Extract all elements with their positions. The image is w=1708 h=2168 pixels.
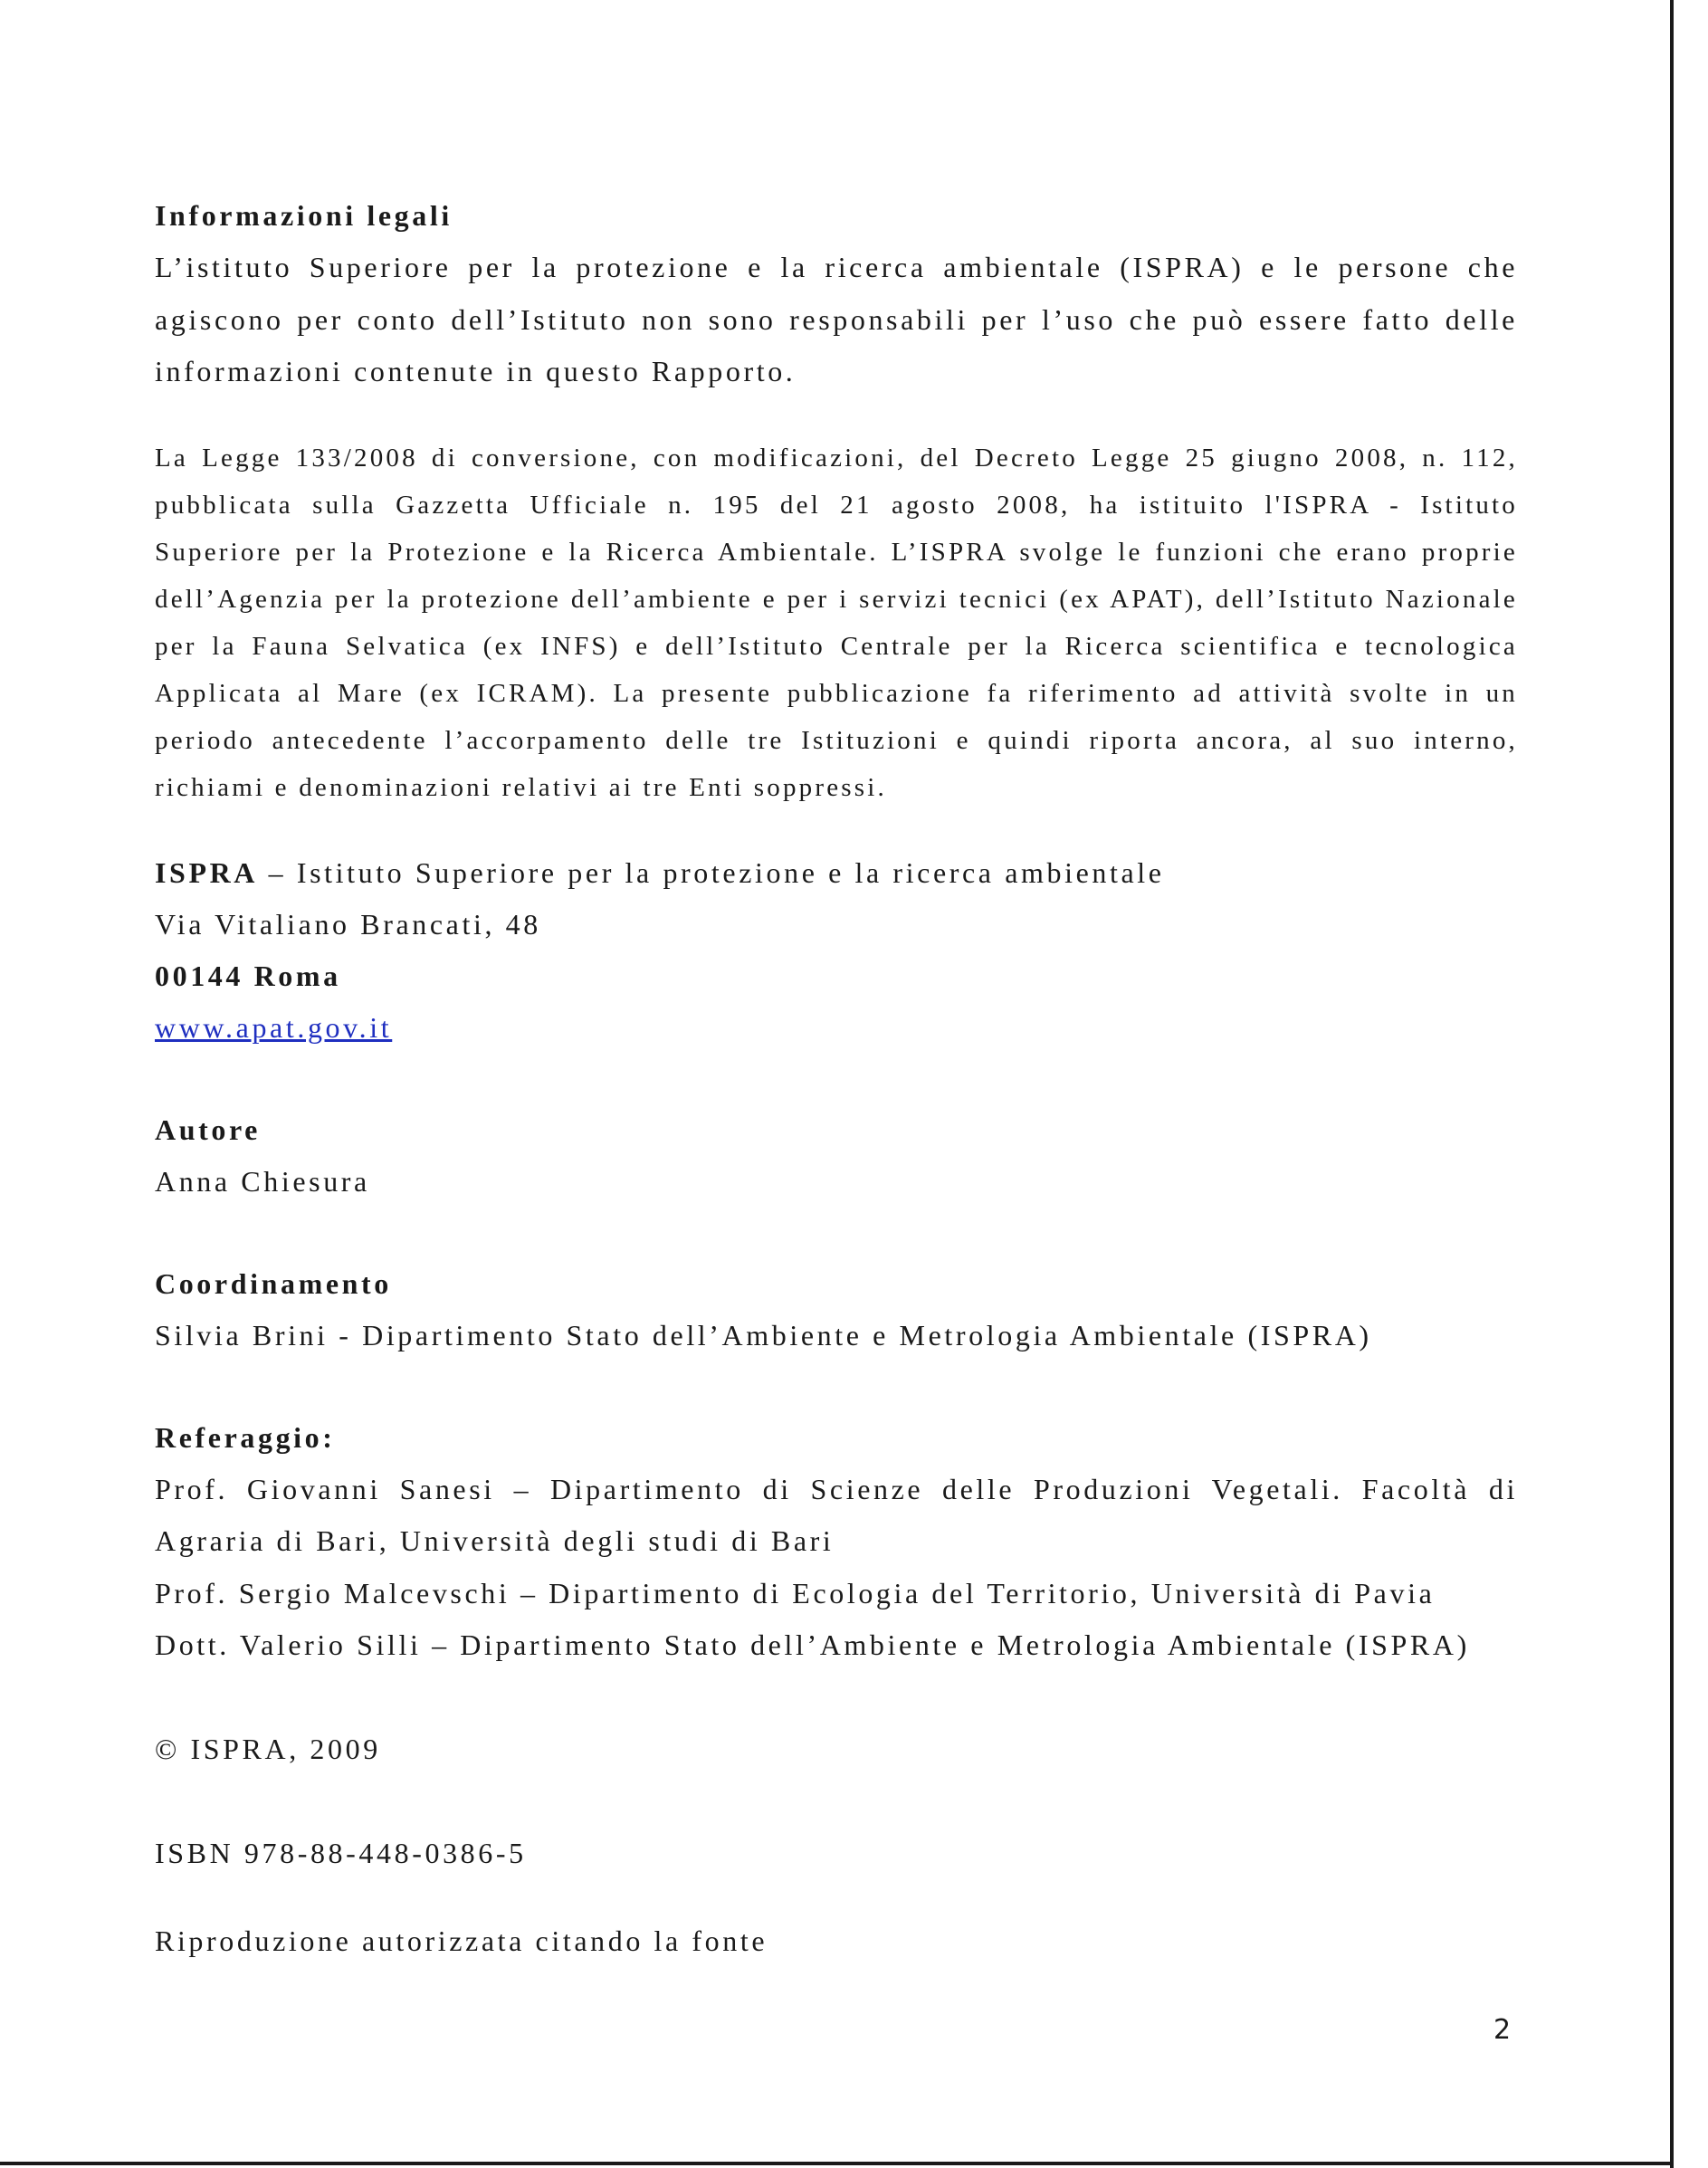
author-block [155, 1104, 1518, 1208]
coordination-text: Silvia Brini - Dipartimento Stato dell’Ambiente e Metrologia Ambientale (ISPRA) [155, 1318, 1372, 1351]
author-name: Anna Chiesura [155, 1164, 370, 1198]
law-note-paragraph: La Legge 133/2008 di conversione, con modificazioni, del Decreto Legge 25 giugno 2008, n. 112, pubblicata sulla Gazzetta Ufficiale n. 195 del 21 agosto 2008, ha istituito l'ISPRA - Istituto Superiore per la Protezione e la Ricerca Ambientale. L’ISPRA svolge le funzioni che erano proprie dell’Agenzia per la protezione dell’ambiente e per i servizi tecnici (ex APAT), dell’Istituto Nazionale per la Fauna Selvatica (ex INFS) e dell’Istituto Centrale per la Ricerca scientifica e tecnologica Applicata al Mare (ex ICRAM). La presente pubblicazione fa riferimento ad attività svolte in un periodo antecedente l’accorpamento delle tre Istituzioni e quindi riporta ancora, al suo interno, richiami e denominazioni relativi ai tre Enti soppressi. [155, 443, 1518, 802]
reproduction-note: Riproduzione autorizzata citando la fonte [155, 1924, 768, 1957]
website-line [155, 1002, 1518, 1054]
page-number: 2 [1493, 2014, 1512, 2046]
review-entry: Prof. Sergio Malcevschi – Dipartimento di Ecologia del Territorio, Università di Pavia [155, 1576, 1436, 1609]
document-body [155, 190, 1518, 1967]
review-entry: Prof. Giovanni Sanesi – Dipartimento di Scienze delle Produzioni Vegetali. Facoltà di Agraria di Bari, Università degli studi di Bari [155, 1472, 1518, 1557]
legal-heading: Informazioni legali [155, 199, 453, 232]
review-block [155, 1412, 1518, 1671]
address-block [155, 847, 1518, 1054]
street-address: Via Vitaliano Brancati, 48 [155, 907, 541, 941]
org-short: ISPRA [155, 855, 259, 889]
legal-paragraph: L’istituto Superiore per la protezione e la ricerca ambientale (ISPRA) e le persone che agiscono per conto dell’Istituto non sono responsabili per l’uso che può essere fatto delle informazioni contenute in questo Rapporto. [155, 251, 1518, 387]
copyright: © ISPRA, 2009 [155, 1732, 381, 1765]
review-heading: Referaggio: [155, 1420, 336, 1454]
isbn: ISBN 978-88-448-0386-5 [155, 1836, 527, 1869]
coordination-heading: Coordinamento [155, 1266, 392, 1300]
author-heading: Autore [155, 1113, 261, 1146]
page-border-bottom [0, 2162, 1674, 2165]
org-long: – Istituto Superiore per la protezione e la ricerca ambientale [258, 855, 1165, 889]
page-border-right [1670, 0, 1674, 2168]
review-entry: Dott. Valerio Silli – Dipartimento Stato dell’Ambiente e Metrologia Ambientale (ISPRA) [155, 1628, 1470, 1661]
website-link[interactable]: www.apat.gov.it [155, 1010, 393, 1044]
org-line [155, 847, 1518, 899]
city-address: 00144 Roma [155, 959, 341, 992]
coordination-block [155, 1258, 1518, 1361]
